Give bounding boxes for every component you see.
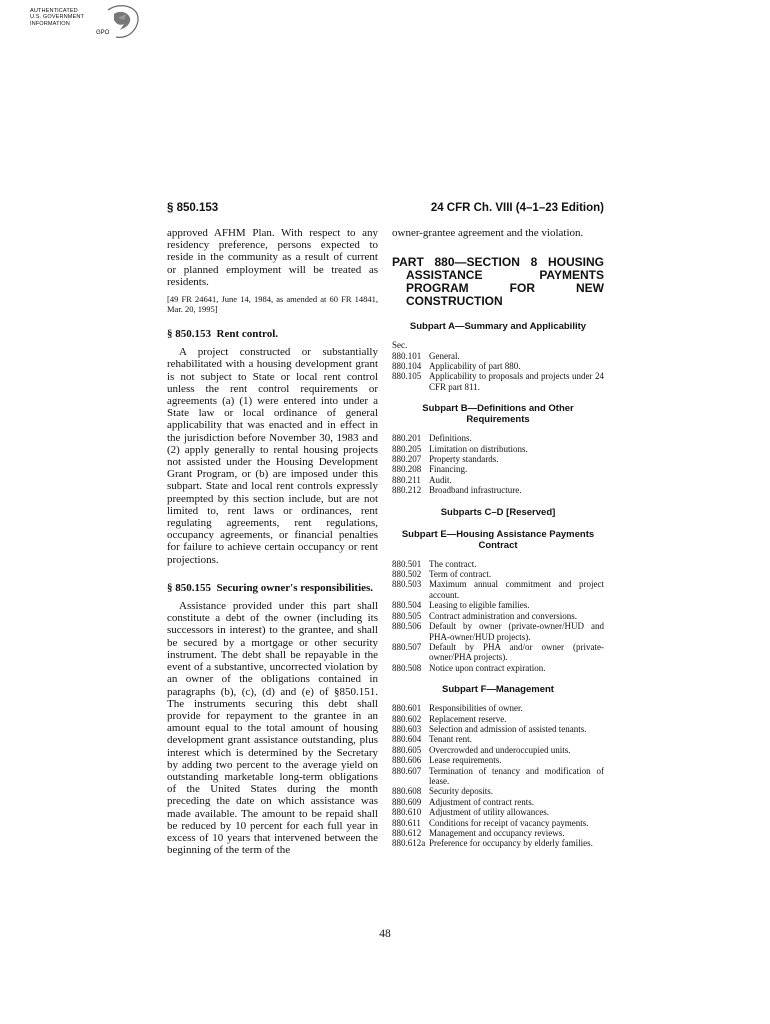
toc-text: General. [429, 350, 460, 361]
toc-number: 880.506 [392, 621, 422, 632]
toc-number: 880.604 [392, 734, 422, 745]
toc-text: Selection and admission of assisted tenants. [429, 723, 587, 734]
toc-entry[interactable] [392, 611, 604, 621]
toc-number: 880.601 [392, 703, 422, 714]
section-heading-850-155 [167, 582, 378, 594]
toc-text: Limitation on distributions. [429, 443, 528, 454]
toc-entry[interactable] [392, 786, 604, 796]
toc-text: Adjustment of contract rents. [429, 796, 534, 807]
toc-number: 880.501 [392, 558, 422, 569]
toc-number: 880.207 [392, 454, 422, 465]
toc-entry[interactable] [392, 703, 604, 713]
toc-text: Default by owner (private-owner/HUD and PHA-owner/HUD projects). [429, 621, 604, 642]
toc-number: 880.212 [392, 485, 422, 496]
toc-entry[interactable] [392, 714, 604, 724]
subparts-c-d-heading: Subparts C–D [Reserved] [440, 506, 556, 518]
toc-entry[interactable] [392, 464, 604, 474]
toc-text: Adjustment of utility allowances. [429, 807, 549, 818]
toc-entry[interactable] [392, 433, 604, 443]
toc-number: 880.605 [392, 744, 422, 755]
subpart-b-toc [392, 433, 604, 495]
toc-number: 880.612a [392, 838, 426, 849]
section-number: § 850.153 [167, 328, 211, 341]
toc-text: Audit. [429, 474, 452, 485]
continued-paragraph: approved AFHM Plan. With respect to any residency preference, persons expected to reside in the community as a result of current or planned employment will be treated as residents. [167, 227, 378, 288]
subpart-a-heading: Subpart A—Summary and Applicability [409, 321, 587, 333]
toc-entry[interactable] [392, 475, 604, 485]
toc-text: Notice upon contract expiration. [429, 662, 546, 673]
toc-text: Financing. [429, 464, 468, 475]
toc-text: Broadband infrastructure. [429, 485, 522, 496]
toc-text: Leasing to eligible families. [429, 600, 530, 611]
toc-text: Replacement reserve. [429, 713, 507, 724]
running-header-edition: 24 CFR Ch. VIII (4–1–23 Edition) [430, 202, 604, 214]
toc-text: Property standards. [429, 454, 499, 465]
toc-entry[interactable] [392, 569, 604, 579]
toc-entry[interactable] [392, 621, 604, 642]
toc-text: Overcrowded and underoccupied units. [429, 744, 571, 755]
toc-entry[interactable] [392, 745, 604, 755]
toc-entry[interactable] [392, 818, 604, 828]
page-number: 48 [379, 928, 391, 940]
logo-line: INFORMATION [30, 20, 70, 27]
toc-entry[interactable] [392, 724, 604, 734]
toc-number: 880.211 [392, 474, 421, 485]
toc-entry[interactable] [392, 454, 604, 464]
toc-number: 880.502 [392, 569, 422, 580]
right-column [392, 227, 604, 849]
toc-entry[interactable] [392, 559, 604, 569]
gpo-mark: GPO [96, 30, 110, 36]
logo-line: AUTHENTICATED [30, 8, 78, 14]
toc-entry[interactable] [392, 600, 604, 610]
section-heading-850-153 [167, 328, 378, 340]
toc-text: Contract administration and conversions. [429, 610, 577, 621]
toc-number: 880.507 [392, 641, 422, 652]
toc-number: 880.609 [392, 796, 422, 807]
toc-entry[interactable] [392, 797, 604, 807]
toc-number: 880.105 [392, 371, 422, 382]
toc-number: 880.607 [392, 765, 422, 776]
gpo-authentication-text [30, 8, 84, 27]
toc-number: 880.205 [392, 443, 422, 454]
toc-text: The contract. [429, 558, 477, 569]
toc-number: 880.508 [392, 662, 422, 673]
toc-number: 880.602 [392, 713, 422, 724]
toc-entry[interactable] [392, 755, 604, 765]
source-citation: [49 FR 24641, June 14, 1984, as amended at 60 FR 14841, Mar. 20, 1995] [167, 294, 378, 315]
toc-entry[interactable] [392, 351, 604, 361]
toc-entry[interactable] [392, 485, 604, 495]
toc-entry[interactable] [392, 734, 604, 744]
section-title: Rent control. [216, 328, 279, 341]
toc-text: Responsibilities of owner. [429, 703, 523, 714]
part-title: PART 880—SECTION 8 HOUSING ASSISTANCE PAYMENTS PROGRAM FOR NEW CONSTRUCTION [392, 255, 604, 309]
toc-entry[interactable] [392, 766, 604, 787]
sec-label: Sec. [392, 340, 408, 351]
toc-entry[interactable] [392, 444, 604, 454]
toc-entry[interactable] [392, 361, 604, 371]
subpart-f-heading: Subpart F—Management [442, 684, 554, 696]
toc-number: 880.505 [392, 610, 422, 621]
toc-number: 880.104 [392, 361, 422, 372]
toc-number: 880.611 [392, 817, 421, 828]
subpart-f-toc [392, 703, 604, 849]
left-column [167, 227, 378, 856]
subpart-b-heading: Subpart B—Definitions and Other Requirements [422, 403, 574, 426]
toc-text: Tenant rent. [429, 734, 472, 745]
toc-number: 880.606 [392, 755, 422, 766]
toc-text: Management and occupancy reviews. [429, 828, 565, 839]
toc-number: 880.612 [392, 828, 422, 839]
toc-entry[interactable] [392, 579, 604, 600]
subpart-e-heading: Subpart E—Housing Assistance Payments Contract [401, 528, 595, 551]
toc-text: Maximum annual commitment and project account. [429, 579, 604, 600]
subpart-a-toc [392, 351, 604, 393]
toc-number: 880.608 [392, 786, 422, 797]
toc-number: 880.503 [392, 579, 422, 590]
section-body-850-155: Assistance provided under this part shall constitute a debt of the owner (including its successors in interest) to the grantee, and shall be secured by a mortgage or other security instrument. The debt shall be repayable in the event of a substantive, uncorrected violation by an owner of the obligations contained in paragraphs (b), (c), (d) and (e) of §850.151. The instruments securing this debt shall provide for repayment to the grantee in an amount equal to the total amount of housing development grant assistance outstanding, plus interest which is determined by the Secretary by adding two percent to the average yield on outstanding marketable long-term obligations of the United States during the month preceding the date on which assistance was made available. The amount to be repaid shall be reduced by 10 percent for each full year in excess of 10 years that intervened between the beginning of the term of the [167, 600, 378, 857]
continued-paragraph: owner-grantee agreement and the violation. [392, 227, 584, 239]
logo-line: U.S. GOVERNMENT [30, 14, 85, 21]
toc-text: Applicability of part 880. [429, 361, 521, 372]
toc-text: Applicability to proposals and projects under 24 CFR part 811. [429, 371, 604, 392]
toc-number: 880.603 [392, 723, 422, 734]
toc-entry[interactable] [392, 371, 604, 392]
toc-text: Preference for occupancy by elderly families. [429, 838, 593, 849]
toc-entry[interactable] [392, 828, 604, 838]
section-body-850-153: A project constructed or substantially rehabilitated with a housing development grant is not subject to State or local rent control unless the rent control requirements or agreements (a) (1) were entered into under a State law or local ordinance of general applicability that was enacted and in effect in the jurisdiction before November 30, 1983 and (2) apply generally to rental housing projects not assisted under the Housing Development Grant Program, or (b) are imposed under this subpart. State and local rent controls expressly preempted by this section include, but are not limited to, rent laws or ordinances, rent regulating agreements, rent regulations, occupancy agreements, or financial penalties for failure to achieve certain occupancy or rent projections. [167, 346, 378, 566]
toc-text: Lease requirements. [429, 755, 502, 766]
toc-entry[interactable] [392, 642, 604, 663]
section-number: § 850.155 [167, 581, 211, 594]
toc-number: 880.610 [392, 807, 422, 818]
toc-number: 880.208 [392, 464, 422, 475]
running-header-section: § 850.153 [167, 202, 219, 214]
toc-text: Conditions for receipt of vacancy payments. [429, 817, 589, 828]
toc-entry[interactable] [392, 663, 604, 673]
section-title: Securing owner's responsibilities. [216, 581, 374, 594]
toc-number: 880.201 [392, 433, 422, 444]
toc-text: Security deposits. [429, 786, 493, 797]
toc-entry[interactable] [392, 838, 604, 848]
toc-text: Default by PHA and/or owner (private-owner/PHA projects). [429, 641, 604, 663]
toc-text: Termination of tenancy and modification of lease. [429, 765, 604, 786]
toc-text: Definitions. [429, 433, 472, 444]
toc-text: Term of contract. [429, 569, 492, 580]
toc-entry[interactable] [392, 807, 604, 817]
subpart-e-toc [392, 559, 604, 673]
toc-number: 880.504 [392, 600, 422, 611]
toc-number: 880.101 [392, 350, 422, 361]
